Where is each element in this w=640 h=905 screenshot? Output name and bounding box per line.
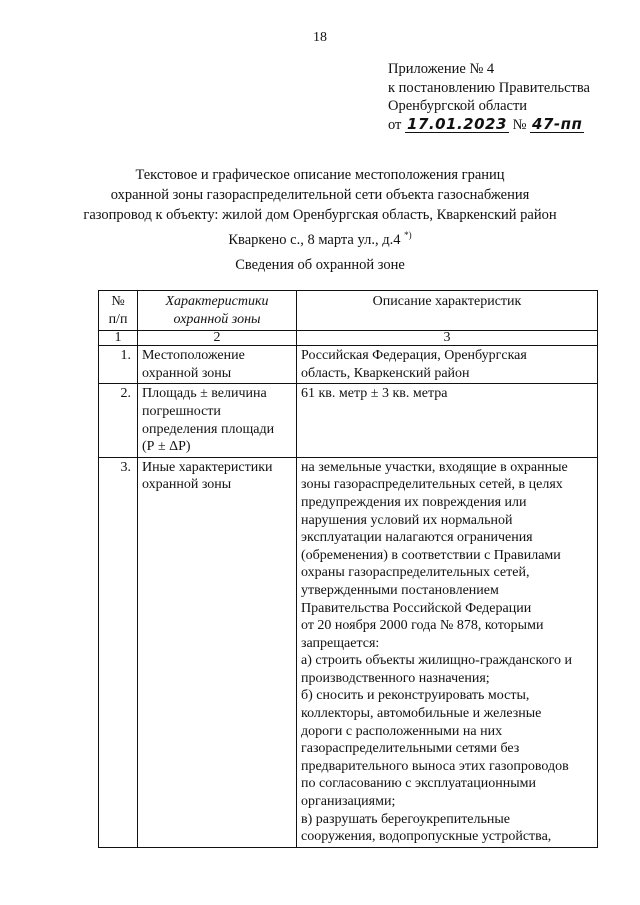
table-row bbox=[99, 346, 598, 384]
appendix-line-2: к постановлению Правительства bbox=[388, 79, 590, 96]
table-row bbox=[99, 384, 598, 457]
row-number: 2. bbox=[99, 384, 138, 457]
col-number-2: 2 bbox=[138, 331, 297, 346]
date-prefix: от bbox=[388, 116, 402, 133]
row-number: 3. bbox=[99, 457, 138, 847]
row-description: Российская Федерация, Оренбургская область, Кваркенский район bbox=[297, 346, 598, 384]
row-characteristic: Иные характеристики охранной зоны bbox=[138, 457, 297, 847]
appendix-block bbox=[388, 60, 590, 134]
handwritten-date: 17.01.2023 bbox=[407, 114, 507, 133]
row-number: 1. bbox=[99, 346, 138, 384]
column-number-row bbox=[99, 331, 598, 346]
table-header-row bbox=[99, 291, 598, 331]
title-line-3: газопровод к объекту: жилой дом Оренбургская область, Кваркенский район bbox=[83, 207, 557, 223]
col-number-3: 3 bbox=[297, 331, 598, 346]
footnote-mark: *) bbox=[404, 230, 412, 240]
row-description: на земельные участки, входящие в охранные зоны газораспределительных сетей, в целях предупреждения их повреждения или нарушения условий их нормальной эксплуатации налагаются ограничения (обременения) в соответствии с Правилами охраны газораспределительных сетей, утвержденными постановлением Правительства Российской Федерации от 20 ноября 2000 года № 878, которыми запрещается: а) строить объекты жилищно-гражданского и производственного назначения; б) сносить и реконструировать мосты, коллекторы, автомобильные и железные дороги с расположенными на них газораспределительными сетями без предварительного выноса этих газопроводов по согласованию с эксплуатационными организациями; в) разрушать берегоукрепительные сооружения, водопропускные устройства, bbox=[297, 457, 598, 847]
table-row bbox=[99, 457, 598, 847]
number-label: № bbox=[512, 116, 527, 133]
row-description: 61 кв. метр ± 3 кв. метра bbox=[297, 384, 598, 457]
title-line-2: охранной зоны газораспределительной сети объекта газоснабжения bbox=[110, 187, 530, 203]
title-address: Кваркено с., 8 марта ул., д.4 bbox=[228, 231, 401, 248]
appendix-line-3: Оренбургской области bbox=[388, 98, 528, 114]
section-title: Сведения об охранной зоне bbox=[235, 257, 405, 273]
header-description: Описание характеристик bbox=[297, 291, 598, 331]
header-characteristics: Характеристики охранной зоны bbox=[138, 291, 297, 331]
protected-zone-table bbox=[98, 290, 598, 848]
title-line-4 bbox=[0, 225, 640, 250]
header-number: № п/п bbox=[99, 291, 138, 331]
page-number: 18 bbox=[313, 30, 327, 45]
row-characteristic: Местоположение охранной зоны bbox=[138, 346, 297, 384]
appendix-line-1: Приложение № 4 bbox=[388, 61, 495, 77]
appendix-date-line bbox=[388, 116, 590, 135]
title-line-1: Текстовое и графическое описание местоположения границ bbox=[135, 167, 505, 183]
col-number-1: 1 bbox=[99, 331, 138, 346]
handwritten-number: 47-пп bbox=[532, 114, 583, 133]
row-characteristic: Площадь ± величина погрешности определения площади (Р ± ΔР) bbox=[138, 384, 297, 457]
document-title bbox=[0, 165, 640, 250]
